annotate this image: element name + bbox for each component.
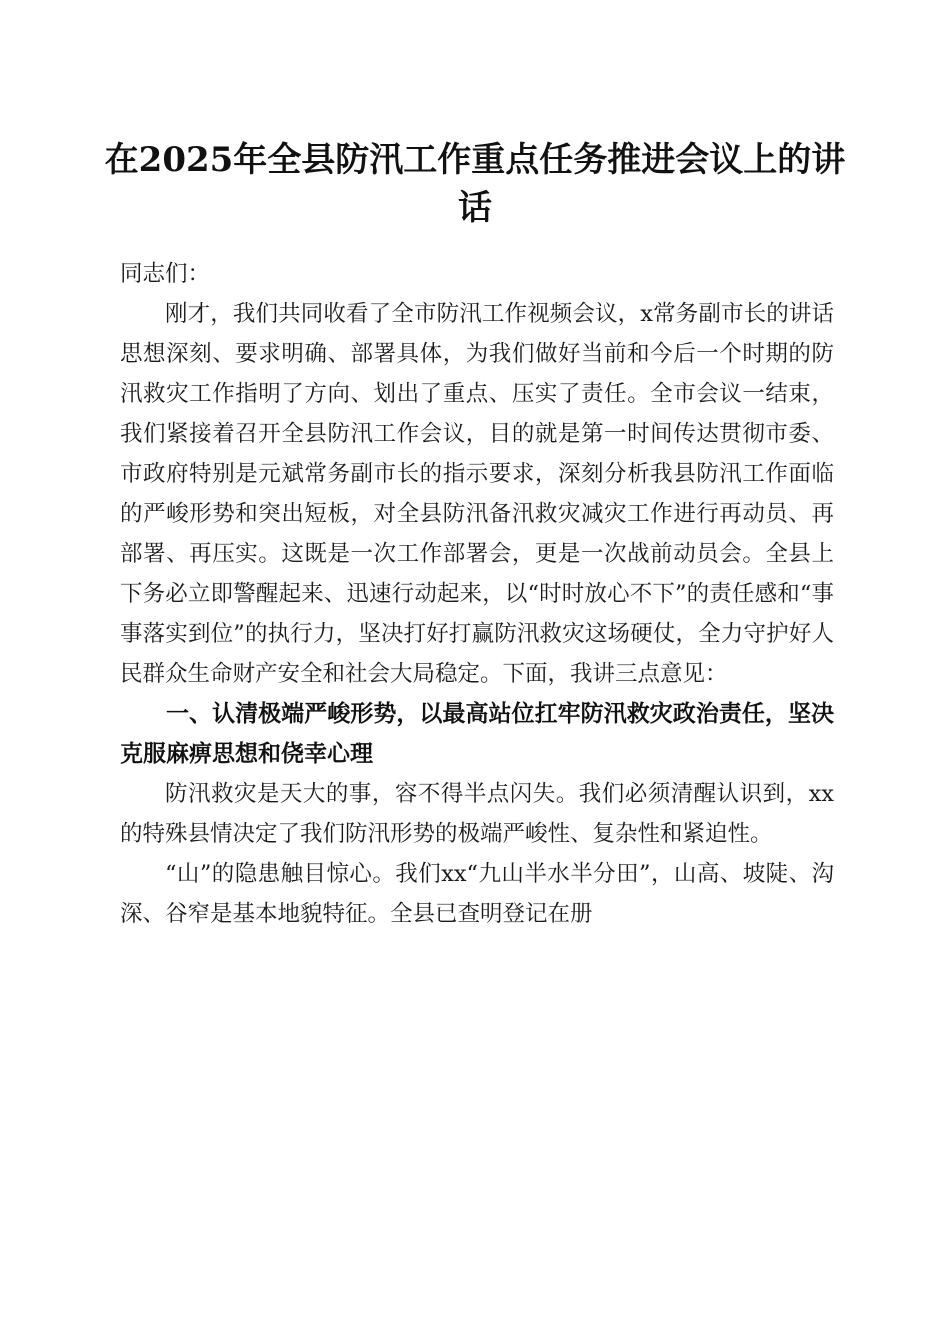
body-paragraph: 防汛救灾是天大的事，容不得半点闪失。我们必须清醒认识到，xx的特殊县情决定了我们防汛形势的极端严峻性、复杂性和紧迫性。 — [120, 781, 834, 847]
document-body — [120, 254, 834, 934]
salutation: 同志们： — [120, 261, 211, 287]
body-paragraph: “山”的隐患触目惊心。我们xx“九山半水半分田”，山高、坡陡、沟深、谷窄是基本地貌特征。全县已查明登记在册 — [120, 861, 834, 927]
document-title: 在2025年全县防汛工作重点任务推进会议上的讲话 — [104, 140, 846, 228]
section-heading: 一、认清极端严峻形势，以最高站位扛牢防汛救灾政治责任，坚决克服麻痹思想和侥幸心理 — [120, 701, 834, 767]
body-paragraph: 刚才，我们共同收看了全市防汛工作视频会议，x常务副市长的讲话思想深刻、要求明确、部署具体，为我们做好当前和今后一个时期的防汛救灾工作指明了方向、划出了重点、压实了责任。全市会议一结束，我们紧接着召开全县防汛工作会议，目的就是第一时间传达贯彻市委、市政府特别是元斌常务副市长的指示要求，深刻分析我县防汛工作面临的严峻形势和突出短板，对全县防汛备汛救灾减灾工作进行再动员、再部署、再压实。这既是一次工作部署会，更是一次战前动员会。全县上下务必立即警醒起来、迅速行动起来，以“时时放心不下”的责任感和“事事落实到位”的执行力，坚决打好打赢防汛救灾这场硬仗，全力守护好人民群众生命财产安全和社会大局稳定。下面，我讲三点意见： — [120, 301, 834, 687]
